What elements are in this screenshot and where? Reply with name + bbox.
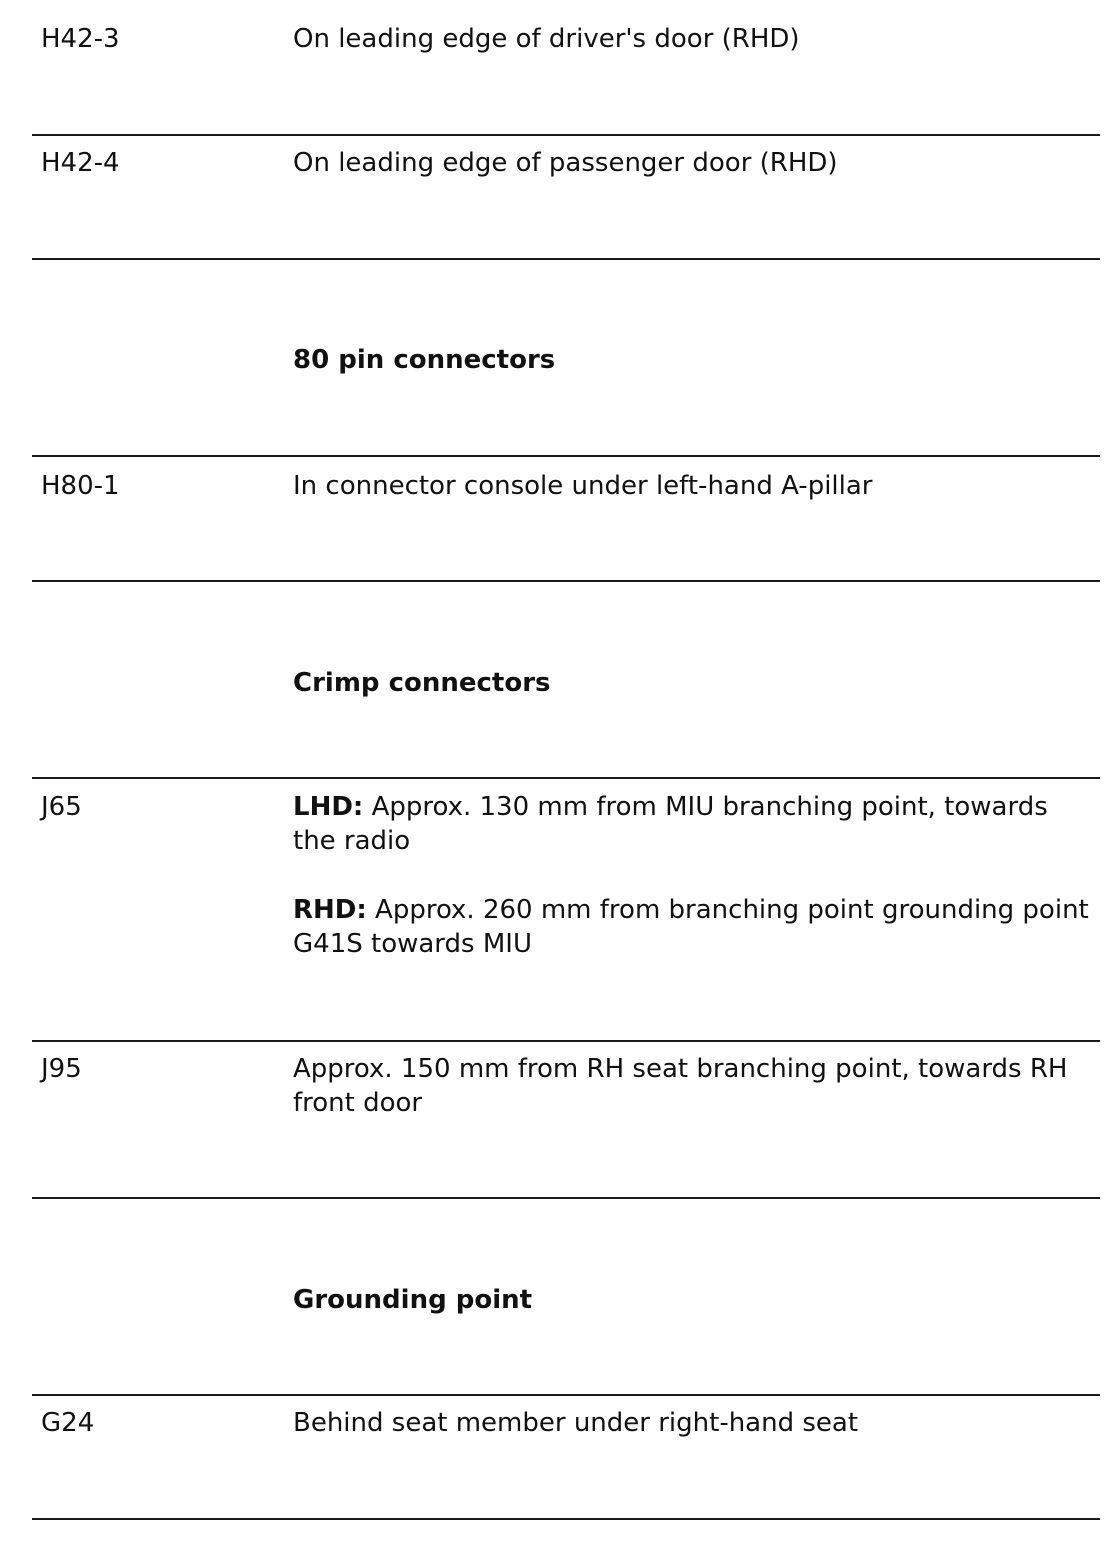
row-divider: [32, 1197, 1100, 1199]
row-divider: [32, 1518, 1100, 1520]
row-divider: [32, 455, 1100, 457]
row-divider: [32, 1040, 1100, 1042]
connector-code: J95: [41, 1054, 82, 1084]
row-divider: [32, 134, 1100, 136]
connector-location: Behind seat member under right-hand seat: [293, 1408, 859, 1438]
connector-location: Approx. 150 mm from RH seat branching point, towards RH front door: [293, 1054, 1068, 1118]
connector-code: G24: [41, 1408, 95, 1438]
connector-location: On leading edge of driver's door (RHD): [293, 24, 800, 54]
connector-location-multi: [293, 790, 1093, 961]
connector-location: On leading edge of passenger door (RHD): [293, 148, 838, 178]
location-paragraph-lhd: [293, 790, 1093, 858]
location-text: Approx. 130 mm from MIU branching point, towards the radio: [293, 792, 1048, 856]
row-divider: [32, 258, 1100, 260]
connector-code: H42-3: [41, 24, 120, 54]
connector-code: H80-1: [41, 471, 120, 501]
section-heading-grounding: Grounding point: [293, 1285, 533, 1315]
section-heading-crimp: Crimp connectors: [293, 668, 551, 698]
connector-location: In connector console under left-hand A-pillar: [293, 471, 873, 501]
row-divider: [32, 580, 1100, 582]
location-text: Approx. 260 mm from branching point grounding point G41S towards MIU: [293, 895, 1089, 959]
connector-code: H42-4: [41, 148, 120, 178]
location-paragraph-rhd: [293, 893, 1093, 961]
drive-side-label: RHD:: [293, 895, 367, 925]
connector-code: J65: [41, 792, 82, 822]
row-divider: [32, 1394, 1100, 1396]
section-heading-80-pin: 80 pin connectors: [293, 345, 556, 375]
row-divider: [32, 777, 1100, 779]
drive-side-label: LHD:: [293, 792, 364, 822]
